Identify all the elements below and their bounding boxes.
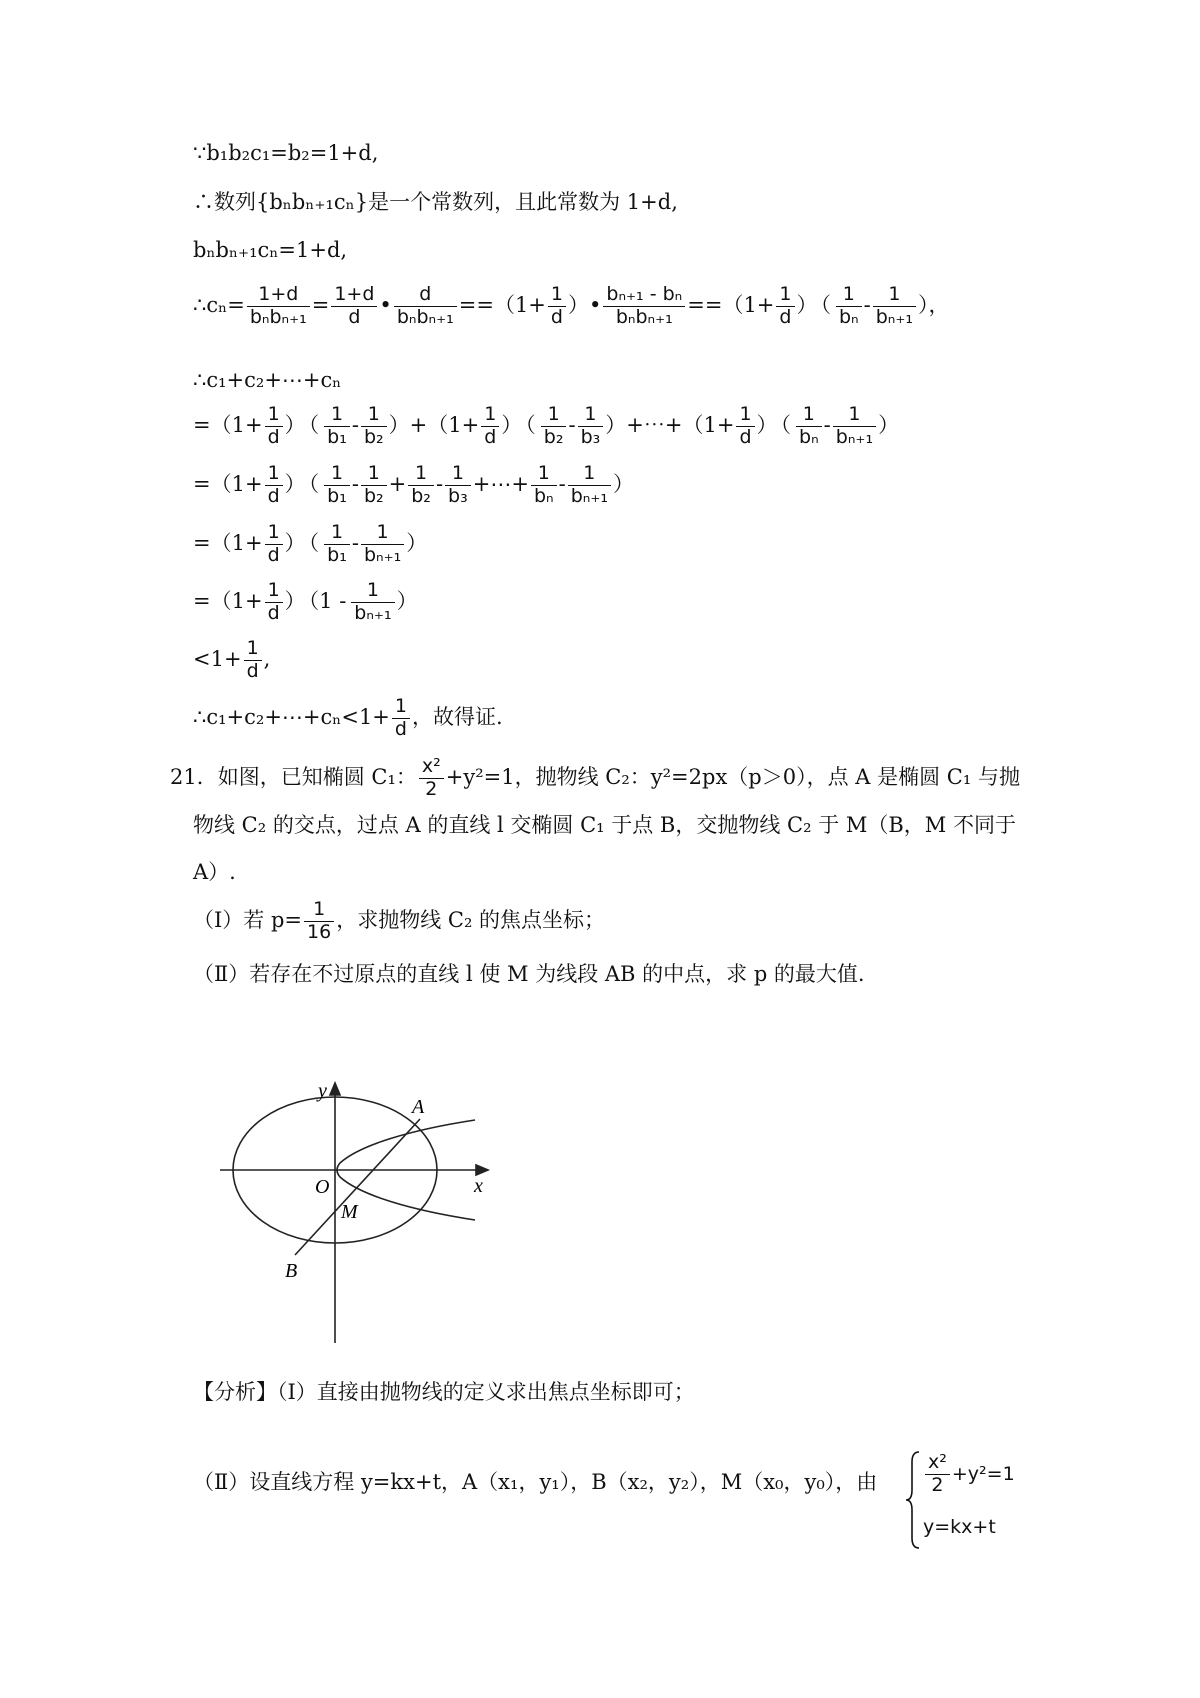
line-conclusion (193, 696, 503, 741)
numerator: 1 (267, 462, 280, 484)
plus: + (388, 471, 407, 496)
text: ∴数列{bₙbₙ₊₁cₙ}是一个常数列，且此常数为 1+d, (193, 190, 678, 214)
denominator: bₙ₊₁ (363, 543, 402, 566)
lead: ∴c₁+c₂+⋯+cₙ<1+ (193, 704, 390, 729)
fraction (541, 404, 567, 449)
fraction (247, 284, 310, 329)
dots: +⋯+ (472, 471, 529, 496)
problem-21-line2 (193, 815, 1016, 836)
numerator: 1 (330, 521, 344, 543)
numerator: 1 (267, 521, 280, 543)
fraction (361, 522, 404, 567)
close-paren: ） (796, 292, 818, 317)
numerator: 1 (267, 579, 280, 601)
fraction (392, 696, 410, 741)
fraction (445, 463, 471, 508)
numerator: 1 (451, 462, 464, 484)
numerator: d (419, 283, 432, 305)
line-sum-reduced (193, 522, 427, 567)
lead: <1+ (193, 646, 242, 671)
line-b1b2c1 (193, 143, 378, 164)
minus: - (351, 412, 359, 437)
denominator: d (267, 484, 280, 507)
numerator: 1 (484, 403, 497, 425)
paren-lead: =（1+ (193, 471, 263, 496)
label-b: B (285, 1260, 298, 1282)
minus: - (351, 530, 359, 555)
numerator: 1 (366, 579, 379, 601)
ellipse-parabola-figure (210, 1075, 540, 1350)
open-paren: （ (308, 412, 320, 437)
equation-system (905, 1450, 1035, 1550)
fraction (568, 463, 611, 508)
open-paren: （ (525, 412, 536, 437)
denominator: d (739, 425, 752, 448)
numerator: 1+d (258, 283, 299, 305)
text: 物线 C₂ 的交点，过点 A 的直线 l 交椭圆 C₁ 于点 B，交抛物线 C₂ 于 M（B，M 不同于 (193, 813, 1016, 837)
fraction (603, 284, 685, 329)
denominator: d (550, 305, 563, 328)
close-paren: ） (568, 292, 589, 317)
equals: = (458, 292, 477, 317)
close-paren: ） (396, 588, 418, 613)
text: +y²=1 (951, 1462, 1015, 1485)
denominator: bₙ₊₁ (570, 484, 608, 507)
paren-lead: =（1+ (193, 588, 263, 613)
close-paren: ） (284, 588, 306, 613)
denominator: b₂ (363, 425, 384, 448)
minus: - (823, 412, 831, 437)
one-minus: （1 - (308, 588, 347, 613)
numerator: 1 (330, 462, 344, 484)
fraction (265, 580, 283, 625)
numerator: 1 (583, 462, 596, 484)
analysis-part2 (193, 1472, 877, 1493)
numerator: 1 (802, 403, 815, 425)
cn-lead: ∴cₙ= (193, 292, 245, 317)
denominator: bₙ₊₁ (354, 601, 392, 624)
problem-21-line1 (170, 756, 1020, 801)
denominator: d (267, 543, 280, 566)
denominator: 2 (931, 1473, 944, 1496)
denominator: b₃ (448, 484, 468, 507)
fraction (324, 404, 350, 449)
fraction (265, 522, 283, 567)
close-dots-lead: ）+⋯+（1+ (605, 412, 735, 437)
left-brace-icon (905, 1450, 921, 1550)
denominator: d (246, 659, 259, 682)
fraction (244, 638, 262, 683)
numerator: 1 (246, 637, 259, 659)
paren-lead: =（1+ (193, 530, 263, 555)
fraction (873, 284, 916, 329)
problem-part1 (193, 899, 605, 944)
label-m: M (341, 1201, 358, 1223)
numerator: 1 (330, 403, 344, 425)
y-axis-arrow (330, 1083, 340, 1095)
close-paren: ） (284, 471, 306, 496)
denominator: b₂ (411, 484, 431, 507)
denominator: bₙ₊₁ (875, 305, 914, 328)
open-paren: （ (308, 471, 320, 496)
numerator: 1 (367, 462, 380, 484)
denominator: 16 (307, 920, 332, 943)
numerator: 1 (313, 898, 326, 920)
fraction (361, 463, 387, 508)
denominator: bₙ₊₁ (835, 425, 874, 448)
denominator: b₂ (363, 484, 384, 507)
denominator: d (484, 425, 497, 448)
fraction (481, 404, 499, 449)
paren-lead: =（1+ (193, 412, 263, 437)
open-paren: （ (780, 412, 792, 437)
denominator: d (394, 717, 407, 740)
fraction (324, 522, 350, 567)
denominator: d (267, 425, 280, 448)
text: 【分析】（Ⅰ）直接由抛物线的定义求出焦点坐标即可； (193, 1380, 695, 1404)
fraction (836, 284, 862, 329)
numerator: 1 (415, 462, 428, 484)
numerator: 1 (779, 283, 792, 305)
fraction (324, 463, 350, 508)
denominator: b₁ (327, 425, 347, 448)
text: （Ⅰ）若 p= (193, 907, 303, 932)
denominator: d (348, 305, 361, 328)
numerator: 1 (739, 403, 752, 425)
close-paren: ） (501, 412, 523, 437)
label-o: O (315, 1176, 330, 1198)
line-constant-sequence (193, 192, 678, 213)
text: ∴c₁+c₂+⋯+cₙ (193, 368, 342, 392)
numerator: 1 (537, 462, 550, 484)
problem-part2 (193, 964, 865, 985)
open-paren: （ (308, 530, 320, 555)
system-eq1 (923, 1452, 1015, 1497)
text: （Ⅱ）设直线方程 y=kx+t，A（x₁，y₁），B（x₂，y₂），M（x₀，y₀），由 (193, 1470, 878, 1494)
close-plus-lead: ）+（1+ (388, 412, 480, 437)
numerator: 1 (367, 403, 380, 425)
close-paren: ） (612, 471, 634, 496)
fraction (394, 284, 457, 329)
open-paren: （ (820, 292, 831, 317)
denominator: bₙbₙ₊₁ (249, 305, 307, 328)
minus: - (863, 292, 871, 317)
line-cn-expression (193, 284, 950, 329)
numerator: 1 (547, 403, 560, 425)
numerator: 1 (848, 403, 861, 425)
line-bnbn1cn (193, 240, 347, 261)
fraction (304, 899, 334, 944)
minus: - (435, 471, 444, 496)
denominator: d (267, 601, 280, 624)
system-eq2: y=kx+t (923, 1516, 996, 1538)
label-x: x (474, 1175, 483, 1197)
fraction (925, 1452, 950, 1497)
minus: - (351, 471, 359, 496)
denominator: bₙ (533, 484, 554, 507)
tail: ，故得证. (412, 704, 503, 729)
problem-21-line3 (193, 862, 236, 883)
numerator: 1 (584, 403, 597, 425)
fraction (361, 404, 387, 449)
line-l (295, 1119, 420, 1255)
denominator: b₁ (327, 543, 347, 566)
fraction (265, 463, 283, 508)
close-paren: ） (878, 412, 900, 437)
fraction (531, 463, 557, 508)
minus: - (558, 471, 566, 496)
fraction (833, 404, 876, 449)
line-sum-telescope (193, 463, 634, 508)
numerator: x² (421, 755, 441, 777)
denominator: b₃ (580, 425, 601, 448)
minus: - (568, 412, 576, 437)
line-bound (193, 638, 270, 683)
dot: • (589, 292, 602, 317)
fraction (265, 404, 283, 449)
numerator: 1 (888, 283, 901, 305)
numerator: 1 (842, 283, 855, 305)
line-sum-final (193, 580, 418, 625)
numerator: 1 (376, 521, 389, 543)
numerator: 1 (267, 403, 280, 425)
fraction (351, 580, 394, 625)
numerator: 1+d (334, 283, 375, 305)
denominator: bₙbₙ₊₁ (396, 305, 454, 328)
fraction (408, 463, 434, 508)
text: A）. (193, 860, 236, 884)
denominator: b₂ (543, 425, 564, 448)
fraction (796, 404, 822, 449)
denominator: bₙbₙ₊₁ (615, 305, 673, 328)
fraction (578, 404, 604, 449)
line-sum-expand (193, 404, 899, 449)
text: ∵b₁b₂c₁=b₂=1+d, (193, 141, 379, 165)
fraction (419, 756, 444, 801)
label-a: A (412, 1096, 425, 1118)
numerator: bₙ₊₁ - bₙ (606, 283, 683, 305)
denominator: bₙ (799, 425, 819, 448)
text: 21．如图，已知椭圆 C₁： (170, 764, 417, 789)
equals: = (311, 292, 330, 317)
denominator: 2 (425, 777, 438, 800)
denominator: d (779, 305, 792, 328)
close-paren-comma: ）， (918, 292, 950, 317)
dot: • (379, 292, 392, 317)
close-paren: ） (284, 530, 306, 555)
comma: , (263, 646, 271, 671)
numerator: x² (928, 1451, 947, 1473)
denominator: b₁ (327, 484, 347, 507)
close-paren: ） (284, 412, 306, 437)
fraction (736, 404, 754, 449)
text: （Ⅱ）若存在不过原点的直线 l 使 M 为线段 AB 的中点，求 p 的最大值. (193, 962, 865, 986)
x-axis-arrow (476, 1165, 488, 1175)
analysis-part1 (193, 1382, 695, 1403)
paren-lead: =（1+ (476, 292, 546, 317)
text: bₙbₙ₊₁cₙ=1+d, (193, 238, 348, 262)
equals: = (687, 292, 705, 317)
text: ，求抛物线 C₂ 的焦点坐标； (336, 907, 606, 932)
denominator: bₙ (839, 305, 859, 328)
fraction (331, 284, 377, 329)
close-paren: ） (756, 412, 778, 437)
text: +y²=1，抛物线 C₂：y²=2px（p＞0），点 A 是椭圆 C₁ 与抛 (445, 764, 1020, 789)
label-y: y (318, 1080, 327, 1102)
paren-lead: =（1+ (704, 292, 775, 317)
fraction (548, 284, 566, 329)
close-paren: ） (406, 530, 428, 555)
fraction (776, 284, 794, 329)
numerator: 1 (550, 283, 563, 305)
numerator: 1 (394, 695, 407, 717)
line-sum-start (193, 370, 341, 391)
